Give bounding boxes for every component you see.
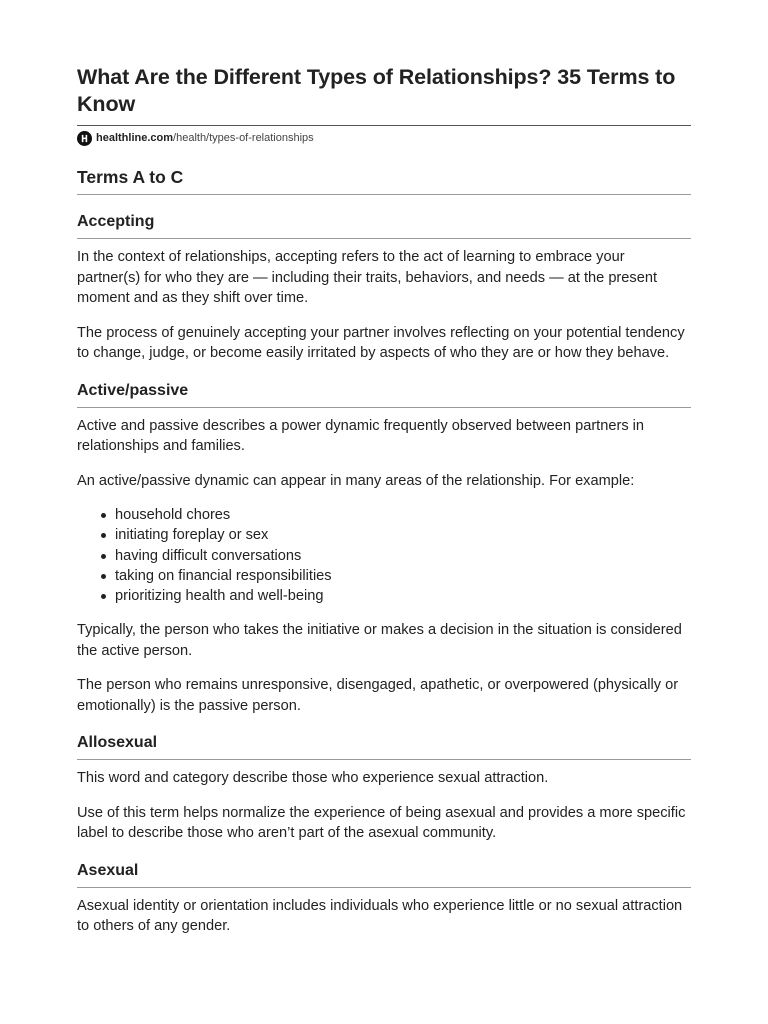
paragraph: This word and category describe those who experience sexual attraction.	[77, 770, 549, 787]
paragraph: The person who remains unresponsive, disengaged, apathetic, or overpowered (physically or emotionally) is the passive person.	[77, 677, 679, 714]
term-divider	[77, 887, 691, 888]
section-heading: Terms A to C	[77, 167, 184, 187]
term-divider	[77, 759, 691, 760]
source-path[interactable]: /health/types-of-relationships	[173, 132, 314, 144]
article-title: What Are the Different Types of Relationships? 35 Terms to Know	[77, 65, 676, 116]
examples-list	[77, 505, 691, 606]
list-item: household chores	[115, 505, 691, 525]
term-divider	[77, 407, 691, 408]
term-divider	[77, 238, 691, 239]
title-divider	[77, 125, 691, 126]
paragraph: In the context of relationships, accepting refers to the act of learning to embrace your partner(s) for who they are — including their traits, behaviors, and needs — at the present moment and as they shift over time.	[77, 249, 657, 306]
term-heading: Accepting	[77, 213, 155, 230]
list-item: prioritizing health and well-being	[115, 586, 691, 606]
paragraph: The process of genuinely accepting your partner involves reflecting on your potential tendency to change, judge, or become easily irritated by aspects of who they are or how they behave.	[77, 324, 685, 361]
paragraph: Typically, the person who takes the initiative or makes a decision in the situation is considered the active person.	[77, 622, 682, 659]
paragraph: An active/passive dynamic can appear in many areas of the relationship. For example:	[77, 472, 635, 489]
healthline-logo-icon	[77, 131, 92, 146]
term-heading: Allosexual	[77, 734, 158, 752]
term-heading: Asexual	[77, 861, 139, 879]
source-domain[interactable]: healthline.com	[96, 132, 174, 144]
paragraph: Asexual identity or orientation includes individuals who experience little or no sexual attraction to others of any gender.	[77, 897, 683, 935]
term-heading: Active/passive	[77, 381, 189, 399]
list-item: having difficult conversations	[115, 546, 691, 566]
list-item: initiating foreplay or sex	[115, 525, 691, 545]
term-asexual	[77, 861, 691, 937]
list-item: taking on financial responsibilities	[115, 566, 691, 586]
section-divider	[77, 194, 691, 195]
term-accepting	[77, 212, 691, 364]
paragraph: Active and passive describes a power dynamic frequently observed between partners in relationships and families.	[77, 417, 645, 454]
term-allosexual	[77, 733, 691, 844]
source-line	[77, 130, 691, 146]
term-active-passive	[77, 381, 691, 717]
paragraph: Use of this term helps normalize the experience of being asexual and provides a more specific label to describe those who aren’t part of the asexual community.	[77, 804, 686, 842]
